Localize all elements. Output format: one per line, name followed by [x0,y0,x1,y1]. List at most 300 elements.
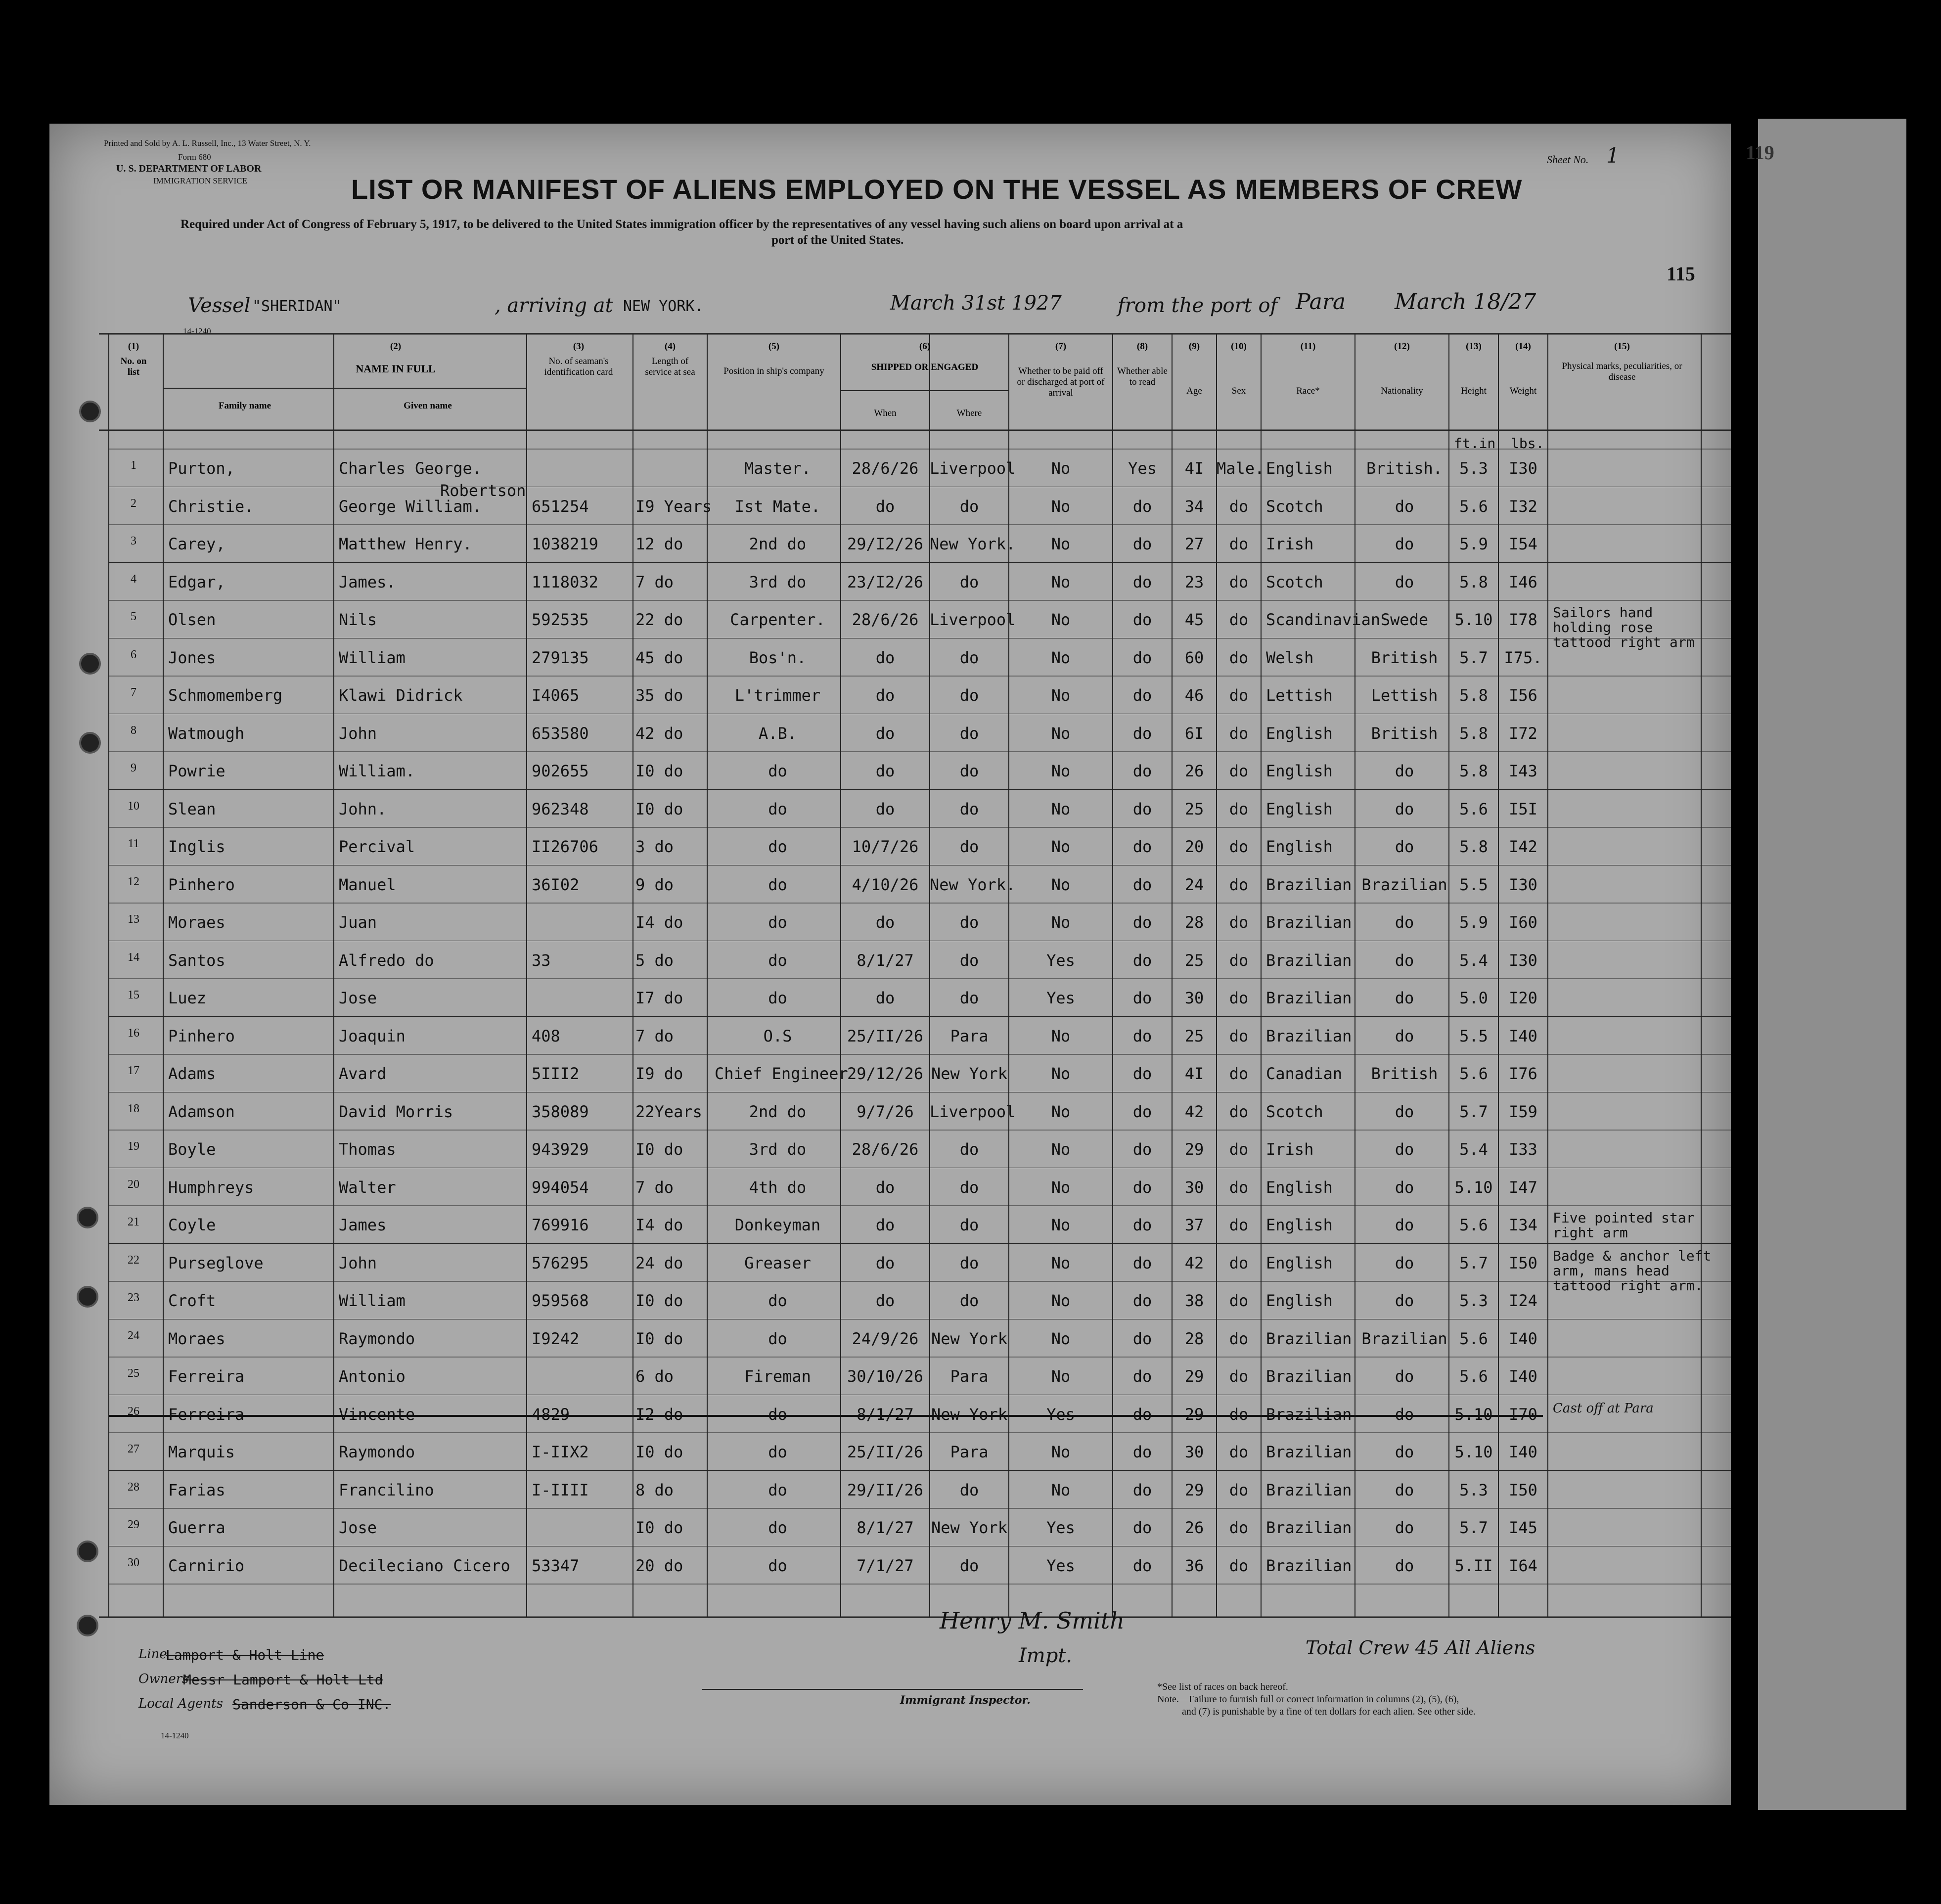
line-value: Lamport & Holt Line [166,1647,324,1663]
cell-given: William [339,648,406,667]
cell-read: do [1132,762,1152,780]
cell-service: I0 do [635,762,683,780]
cell-nat: do [1395,1178,1414,1197]
cell-where: do [959,989,979,1007]
cell-nat: do [1395,497,1414,516]
cell-card: 5III2 [532,1064,580,1083]
table-row [49,1093,1731,1131]
cell-card: 33 [532,951,551,970]
col3-num: (3) [573,341,585,352]
cell-no: 29 [128,1518,139,1531]
cell-card: I9242 [532,1329,580,1348]
cell-race: English [1266,762,1333,780]
cell-position: Fireman [744,1367,811,1386]
cell-age: 4I [1184,1064,1204,1083]
cell-paid: No [1051,1253,1071,1272]
cell-weight: I70 [1509,1405,1537,1424]
cell-where: Liverpool [930,1102,1016,1121]
cell-nat: Swede [1380,610,1429,629]
col14-num: (14) [1515,341,1531,352]
cell-family: Olsen [168,610,216,629]
cell-paid: Yes [1046,1405,1075,1424]
cell-age: 29 [1184,1405,1204,1424]
binder-hole [79,653,101,675]
cell-family: Jones [168,648,216,667]
cell-card: 279135 [532,648,589,667]
cell-given: Matthew Henry. [339,535,472,553]
cell-weight: I64 [1509,1556,1537,1575]
cell-when: 25/II/26 [847,1026,924,1045]
table-row [49,639,1731,677]
cell-age: 45 [1184,610,1204,629]
table-row [49,942,1731,980]
agents-value: Sanderson & Co INC. [232,1696,391,1713]
table-row [49,450,1731,488]
cell-height: 5.II [1454,1556,1493,1575]
cell-no: 20 [128,1178,139,1191]
cell-given: Vincente [339,1405,415,1424]
cell-read: do [1132,1253,1152,1272]
family-header: Family name [218,401,271,411]
cell-no: 28 [128,1480,139,1494]
cell-no: 19 [128,1140,139,1153]
cell-read: do [1132,989,1152,1007]
cell-service: I4 do [635,913,683,932]
cell-given: Raymondo [339,1443,415,1461]
cell-sex: do [1229,724,1249,743]
cell-sex: do [1229,1518,1249,1537]
cell-race: Brazilian [1266,1026,1352,1045]
cell-weight: I34 [1509,1216,1537,1234]
cell-sex: do [1229,875,1249,894]
cell-given: Jose [339,989,377,1007]
cell-sex: do [1229,951,1249,970]
cell-height: 5.6 [1459,1216,1488,1234]
cell-no: 25 [128,1367,139,1380]
col15-num: (15) [1614,341,1630,352]
cell-where: do [959,951,979,970]
cell-when: 8/1/27 [857,1518,914,1537]
binder-hole [77,1286,98,1308]
cell-given: Walter [339,1178,396,1197]
cell-position: do [768,1443,787,1461]
cell-sex: do [1229,1178,1249,1197]
table-row [49,866,1731,904]
cell-age: 36 [1184,1556,1204,1575]
cell-race: Brazilian [1266,913,1352,932]
cell-given: Nils [339,610,377,629]
cell-age: 30 [1184,1178,1204,1197]
cell-height: 5.4 [1459,1140,1488,1159]
cell-position: do [768,799,787,818]
table-row [49,1169,1731,1207]
cell-weight: I72 [1509,724,1537,743]
cell-when: 23/I2/26 [847,572,924,591]
col10-num: (10) [1231,341,1247,352]
cell-given: Avard [339,1064,387,1083]
col13-header: Height [1461,386,1487,396]
cell-service: 24 do [635,1253,683,1272]
cell-read: Yes [1128,459,1157,478]
cell-race: Brazilian [1266,951,1352,970]
cell-nat: do [1395,1140,1414,1159]
cell-sex: do [1229,837,1249,856]
cell-where: New York [931,1405,1008,1424]
cell-card: I-IIII [532,1480,589,1499]
cell-nat: British [1371,724,1438,743]
cell-where: Para [950,1367,989,1386]
vessel-name: "SHERIDAN" [252,298,342,315]
cell-given: Jose [339,1518,377,1537]
cell-service: 35 do [635,686,683,705]
cell-weight: I46 [1509,572,1537,591]
cell-race: English [1266,1253,1333,1272]
cell-weight: I50 [1509,1253,1537,1272]
cell-sex: do [1229,1556,1249,1575]
col5-num: (5) [768,341,780,352]
cell-height: 5.10 [1454,1178,1493,1197]
cell-height: 5.4 [1459,951,1488,970]
cell-paid: No [1051,459,1071,478]
cell-given: John [339,1253,377,1272]
cell-age: 26 [1184,762,1204,780]
cell-height: 5.7 [1459,1102,1488,1121]
cell-read: do [1132,837,1152,856]
cell-height: 5.10 [1454,610,1493,629]
departure-date: March 18/27 [1395,289,1536,315]
col10-header: Sex [1231,386,1246,396]
cell-race: Welsh [1266,648,1314,667]
cell-card: 943929 [532,1140,589,1159]
col4-num: (4) [664,341,676,352]
cell-sex: do [1229,1064,1249,1083]
cell-where: do [959,686,979,705]
col9-num: (9) [1188,341,1200,352]
cell-height: 5.6 [1459,1367,1488,1386]
cell-when: 29/I2/26 [847,535,924,553]
cell-where: Liverpool [930,459,1016,478]
cell-nat: do [1395,1102,1414,1121]
cell-where: do [959,1216,979,1234]
cell-position: Ist Mate. [734,497,821,516]
cell-race: Brazilian [1266,1556,1352,1575]
cell-sex: do [1229,913,1249,932]
cell-read: do [1132,913,1152,932]
cell-nat: Lettish [1371,686,1438,705]
cell-given: Juan [339,913,377,932]
cell-height: 5.0 [1459,989,1488,1007]
cell-where: do [959,1140,979,1159]
cell-height: 5.7 [1459,1518,1488,1537]
cell-paid: No [1051,1026,1071,1045]
col5-header: Position in ship's company [723,366,824,376]
cell-weight: I59 [1509,1102,1537,1121]
cell-where: do [959,1480,979,1499]
cell-age: 60 [1184,648,1204,667]
arrival-date: March 31st 1927 [890,292,1062,315]
cell-paid: No [1051,1480,1071,1499]
cell-race: Brazilian [1266,989,1352,1007]
cell-age: 42 [1184,1253,1204,1272]
cell-nat: do [1395,1518,1414,1537]
cell-where: New York. [930,535,1016,553]
inspector-label: Immigrant Inspector. [900,1694,1031,1707]
cell-position: do [768,1291,787,1310]
cell-marks: Sailors hand holding rose tattood right arm [1553,604,1695,650]
cell-height: 5.7 [1459,648,1488,667]
height-unit: ft.in [1454,435,1496,452]
cell-read: do [1132,1140,1152,1159]
cell-weight: I24 [1509,1291,1537,1310]
cell-age: 6I [1184,724,1204,743]
cell-sex: Male. [1217,459,1264,478]
cell-given: Klawi Didrick [339,686,463,705]
cell-read: do [1132,951,1152,970]
cell-card: 408 [532,1026,560,1045]
cell-sex: do [1229,1253,1249,1272]
cell-read: do [1132,535,1152,553]
cell-weight: I30 [1509,875,1537,894]
col1-num: (1) [128,341,139,352]
cell-sex: do [1229,535,1249,553]
cell-when: 8/1/27 [857,951,914,970]
cell-read: do [1132,1102,1152,1121]
cell-when: do [875,1253,895,1272]
adjacent-page-number: 119 [1746,141,1774,164]
cell-race: Scotch [1266,1102,1323,1121]
cell-where: do [959,724,979,743]
cell-marks: Cast off at Para [1553,1401,1654,1416]
cell-paid: No [1051,686,1071,705]
cell-no: 11 [128,837,139,850]
cell-no: 15 [128,989,139,1001]
table-row [49,1358,1731,1396]
cell-card: 4829 [532,1405,570,1424]
cell-sex: do [1229,1216,1249,1234]
cell-where: do [959,1178,979,1197]
cell-height: 5.6 [1459,1329,1488,1348]
cell-given: Manuel [339,875,396,894]
cell-card: 769916 [532,1216,589,1234]
cell-read: do [1132,497,1152,516]
table-row [49,481,1731,526]
cell-sex: do [1229,799,1249,818]
cell-family: Purton, [168,459,235,478]
cell-family: Croft [168,1291,216,1310]
cell-weight: I42 [1509,837,1537,856]
cell-height: 5.6 [1459,497,1488,516]
cell-service: 3 do [635,837,674,856]
form-code: 14-1240 [183,326,211,336]
cell-given: George William. [339,497,482,516]
page-title: LIST OR MANIFEST OF ALIENS EMPLOYED ON THE VESSEL AS MEMBERS OF CREW [351,174,1523,205]
cell-card: II26706 [532,837,598,856]
cell-sex: do [1229,989,1249,1007]
cell-family: Coyle [168,1216,216,1234]
cell-where: do [959,1556,979,1575]
cell-card: 653580 [532,724,589,743]
note-fine-2: and (7) is punishable by a fine of ten dollars for each alien. See other side. [1182,1706,1476,1717]
cell-position: do [768,1329,787,1348]
cell-age: 46 [1184,686,1204,705]
cell-height: 5.10 [1454,1405,1493,1424]
cell-read: do [1132,1443,1152,1461]
cell-weight: I76 [1509,1064,1537,1083]
cell-nat: British [1371,648,1438,667]
cell-no: 9 [131,762,136,774]
cell-service: I2 do [635,1405,683,1424]
cell-race: Canadian [1266,1064,1343,1083]
cell-card: 576295 [532,1253,589,1272]
cell-given: William [339,1291,406,1310]
cell-family: Marquis [168,1443,235,1461]
cell-height: 5.8 [1459,762,1488,780]
cell-read: do [1132,875,1152,894]
cell-paid: No [1051,724,1071,743]
cell-weight: I5I [1509,799,1537,818]
cell-read: do [1132,1367,1152,1386]
table-row [49,1131,1731,1169]
cell-race: Lettish [1266,686,1333,705]
cell-weight: I47 [1509,1178,1537,1197]
cell-paid: No [1051,535,1071,553]
cell-race: Brazilian [1266,1329,1352,1348]
col4-header: Length of service at sea [645,356,695,377]
cell-no: 27 [128,1443,139,1455]
cell-paid: No [1051,1291,1071,1310]
cell-family: Watmough [168,724,245,743]
col8-num: (8) [1136,341,1148,352]
cell-family: Humphreys [168,1178,254,1197]
col7-num: (7) [1055,341,1067,352]
cell-no: 5 [131,610,136,623]
col3-header: No. of seaman's identification card [544,356,613,377]
line-label: Line [138,1647,167,1662]
cell-read: do [1132,724,1152,743]
cell-nat: Brazilian [1361,875,1447,894]
cell-when: 28/6/26 [852,459,919,478]
cell-nat: do [1395,1405,1414,1424]
cell-paid: No [1051,610,1071,629]
cell-family: Carnirio [168,1556,245,1575]
cell-read: do [1132,1026,1152,1045]
cell-service: 42 do [635,724,683,743]
col6-num: (6) [919,341,931,352]
cell-service: 20 do [635,1556,683,1575]
cell-nat: do [1395,1443,1414,1461]
cell-position: do [768,762,787,780]
cell-weight: I43 [1509,762,1537,780]
cell-card: 962348 [532,799,589,818]
cell-position: do [768,913,787,932]
cell-read: do [1132,1405,1152,1424]
col8-header: Whether able to read [1117,366,1168,387]
cell-service: I0 do [635,1329,683,1348]
cell-family: Ferreira [168,1367,245,1386]
department: U. S. DEPARTMENT OF LABOR [116,163,262,174]
cell-when: do [875,913,895,932]
weight-unit: lbs. [1511,435,1544,452]
cell-given: James [339,1216,387,1234]
cell-service: 6 do [635,1367,674,1386]
cell-sex: do [1229,1443,1249,1461]
table-row [49,1434,1731,1471]
cell-height: 5.3 [1459,1480,1488,1499]
col12-header: Nationality [1381,386,1423,396]
cell-race: English [1266,1178,1333,1197]
cell-paid: No [1051,1216,1071,1234]
owners-value: Messr Lamport & Holt Ltd [183,1672,383,1688]
cell-race: Brazilian [1266,875,1352,894]
cell-paid: Yes [1046,951,1075,970]
cell-sex: do [1229,497,1249,516]
cell-position: do [768,875,787,894]
cell-height: 5.3 [1459,1291,1488,1310]
cell-family: Boyle [168,1140,216,1159]
cell-age: 30 [1184,1443,1204,1461]
cell-race: Scotch [1266,497,1323,516]
cell-paid: No [1051,497,1071,516]
cell-weight: I50 [1509,1480,1537,1499]
cell-service: I0 do [635,1140,683,1159]
cell-sex: do [1229,1367,1249,1386]
cell-weight: I33 [1509,1140,1537,1159]
cell-nat: do [1395,1367,1414,1386]
cell-given: Alfredo do [339,951,434,970]
table-row [49,980,1731,1017]
cell-position: Donkeyman [734,1216,821,1234]
agents-label: Local Agents [138,1696,223,1711]
cell-family: Pinhero [168,1026,235,1045]
cell-when: do [875,724,895,743]
cell-when: 9/7/26 [857,1102,914,1121]
cell-paid: No [1051,1329,1071,1348]
cell-weight: I54 [1509,535,1537,553]
cell-card: 1118032 [532,572,598,591]
cell-race: English [1266,724,1333,743]
cell-no: 21 [128,1216,139,1228]
binder-hole [79,401,101,422]
cell-when: 29/12/26 [847,1064,924,1083]
cell-age: 29 [1184,1367,1204,1386]
cell-when: 4/10/26 [852,875,919,894]
cell-nat: do [1395,1291,1414,1310]
cell-service: 9 do [635,875,674,894]
cell-sex: do [1229,1329,1249,1348]
table-row [49,904,1731,942]
cell-when: do [875,686,895,705]
table-row [49,564,1731,601]
cell-no: 2 [131,497,136,510]
cell-position: A.B. [758,724,797,743]
cell-age: 20 [1184,837,1204,856]
cell-position: 2nd do [749,535,807,553]
cell-age: 24 [1184,875,1204,894]
cell-no: 30 [128,1556,139,1569]
binder-hole [77,1541,98,1562]
cell-position: 3rd do [749,1140,807,1159]
cell-weight: I40 [1509,1026,1537,1045]
cell-read: do [1132,1556,1152,1575]
cell-where: do [959,913,979,932]
cell-card: 959568 [532,1291,589,1310]
cell-sex: do [1229,686,1249,705]
cell-nat: British [1371,1064,1438,1083]
service-name: IMMIGRATION SERVICE [153,176,247,185]
table-row [49,1055,1731,1093]
cell-where: do [959,762,979,780]
col1-header: No. on list [120,356,147,377]
